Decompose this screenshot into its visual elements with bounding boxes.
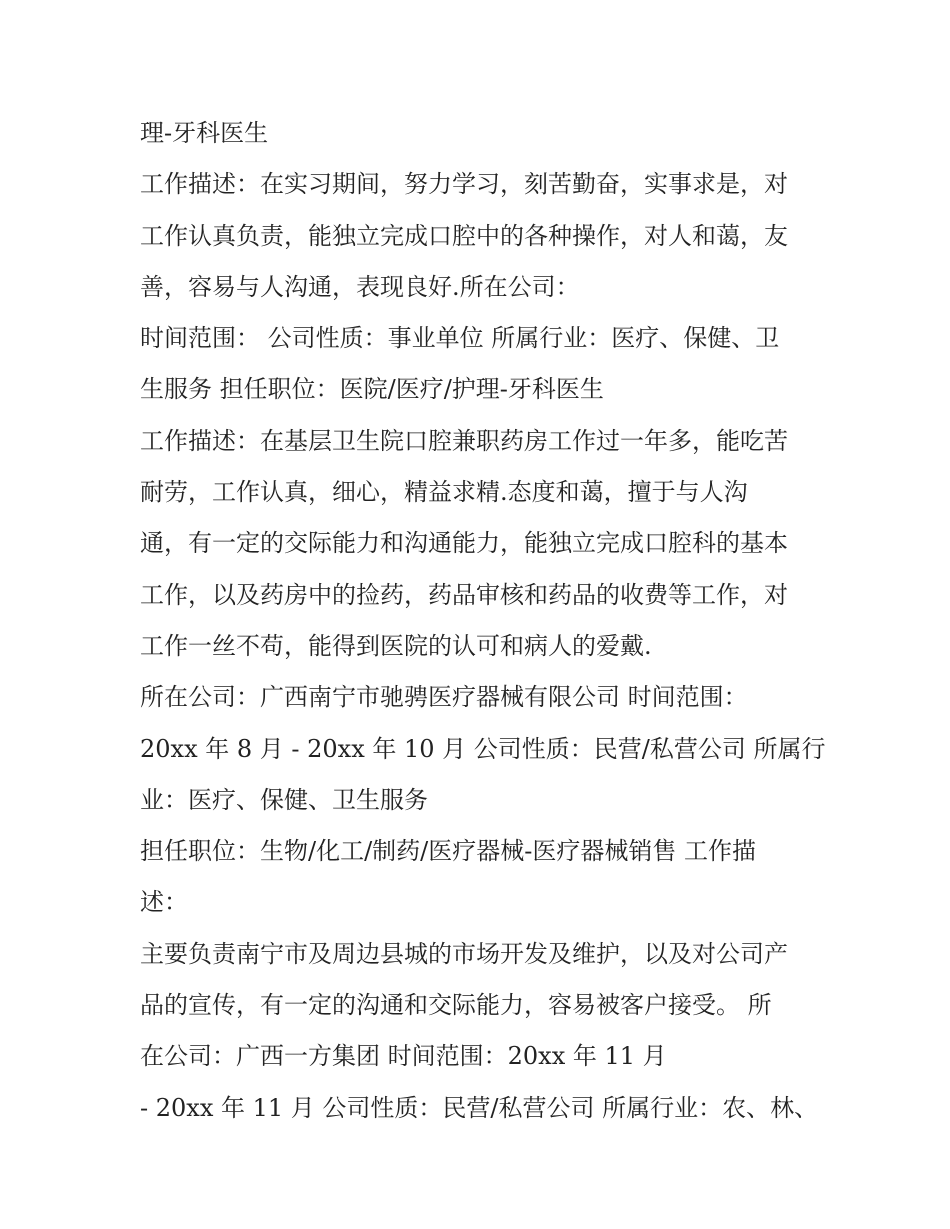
text-line: 20xx 年 8 月 - 20xx 年 10 月 公司性质：民营/私营公司 所属行 [140,734,826,763]
text-line: 担任职位：生物/化工/制药/医疗器械-医疗器械销售 工作描 [140,837,756,866]
text-line: 业：医疗、保健、卫生服务 [140,785,428,814]
body-text [140,108,826,1134]
text-line: 善，容易与人沟通，表现良好.所在公司： [140,272,580,301]
text-line: 通，有一定的交际能力和沟通能力，能独立完成口腔科的基本 [140,529,788,558]
text-line: 工作一丝不苟，能得到医院的认可和病人的爱戴. [140,631,652,660]
text-line: 理-牙科医生 [140,119,269,147]
text-line: 时间范围： 公司性质：事业单位 所属行业：医疗、保健、卫 [140,324,780,353]
text-line: 所在公司：广西南宁市驰骋医疗器械有限公司 时间范围： [140,683,748,712]
text-line: 工作描述：在实习期间，努力学习，刻苦勤奋，实事求是，对 [140,170,788,199]
text-line: - 20xx 年 11 月 公司性质：民营/私营公司 所属行业：农、林、 [140,1093,819,1122]
text-line: 工作描述：在基层卫生院口腔兼职药房工作过一年多，能吃苦 [140,426,788,455]
text-line: 工作认真负责，能独立完成口腔中的各种操作，对人和蔼，友 [140,221,788,250]
text-line: 述： [140,888,188,917]
text-line: 在公司：广西一方集团 时间范围：20xx 年 11 月 [140,1042,667,1071]
text-line: 主要负责南宁市及周边县城的市场开发及维护，以及对公司产 [140,939,788,968]
text-line: 生服务 担任职位：医院/医疗/护理-牙科医生 [140,375,604,404]
text-line: 品的宣传，有一定的沟通和交际能力，容易被客户接受。 所 [140,991,772,1020]
text-line: 耐劳，工作认真，细心，精益求精.态度和蔼，擅于与人沟 [140,478,748,507]
text-line: 工作，以及药房中的捡药，药品审核和药品的收费等工作，对 [140,580,788,609]
